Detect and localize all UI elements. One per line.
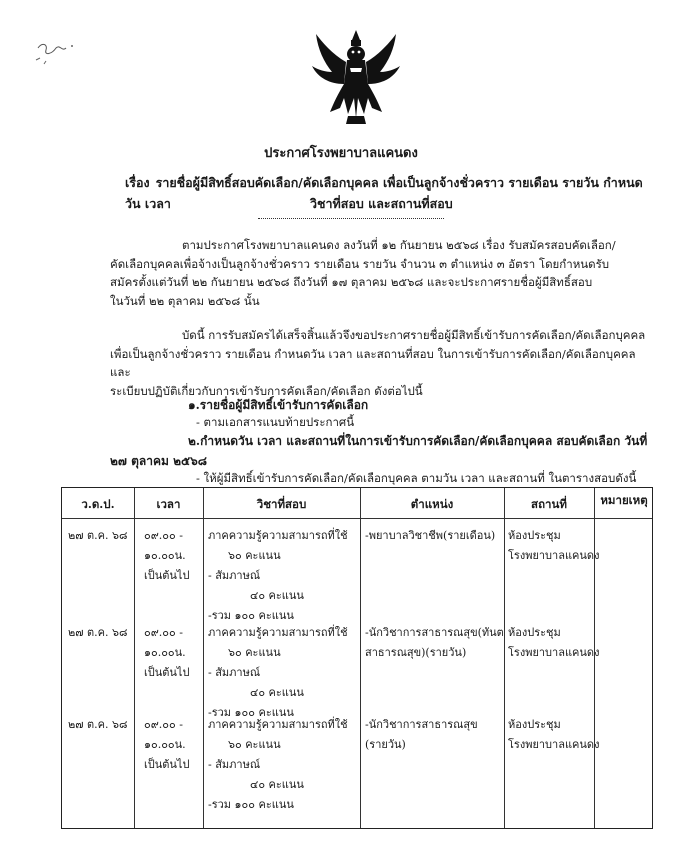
row-subject-line: -รวม ๑๐๐ คะแนน (208, 706, 294, 719)
row-date: ๒๗ ต.ค. ๖๘ (68, 529, 128, 542)
row-subject-line: -รวม ๑๐๐ คะแนน (208, 609, 294, 622)
paragraph-line: เพื่อเป็นลูกจ้างชั่วคราว รายเดือน กำหนดวัน เวลา และสถานที่สอบ ในการเข้ารับการคัดเลือก/คัดเลือกบุคคล และ (110, 346, 636, 379)
header-note: หมายเหตุ (600, 493, 648, 507)
row-position-line: สาธารณสุข)(รายวัน) (365, 646, 467, 659)
row-time-line: ๐๙.๐๐ - (144, 626, 183, 639)
paragraph-line: คัดเลือกบุคคลเพื่อจ้างเป็นลูกจ้างชั่วคราว รายเดือน รายวัน จำนวน ๓ ตำแหน่ง ๓ อัตรา โดยกำหนดรับ (110, 256, 610, 271)
section-1-heading: ๑.รายชื่อผู้มีสิทธิ์เข้ารับการคัดเลือก (188, 398, 369, 412)
header-place: สถานที่ (531, 497, 567, 511)
header-position: ตำแหน่ง (410, 497, 454, 511)
row-subject-line: ภาคความรู้ความสามารถที่ใช้ (208, 529, 348, 542)
header-divider (62, 518, 652, 519)
row-time-line: เป็นต้นไป (144, 666, 190, 679)
row-subject-line: ๖๐ คะแนน (228, 646, 281, 659)
garuda-emblem-icon (308, 28, 404, 128)
row-position-line: (รายวัน) (365, 738, 406, 751)
subject-line-2: วิชาที่สอบ และสถานที่สอบ (310, 196, 453, 211)
row-subject-line: ๖๐ คะแนน (228, 738, 281, 751)
row-time-line: ๑๐.๐๐น. (144, 646, 186, 659)
row-subject-line: - สัมภาษณ์ (208, 569, 261, 582)
paragraph-background (110, 236, 655, 310)
header-date: ว.ด.ป. (81, 497, 115, 511)
row-time-line: ๐๙.๐๐ - (144, 718, 183, 731)
row-place-line: โรงพยาบาลแคนดง (508, 646, 600, 659)
row-place-line: ห้องประชุม (508, 626, 561, 639)
announcement-title: ประกาศโรงพยาบาลแคนดง (264, 146, 418, 161)
row-time-line: ๑๐.๐๐น. (144, 549, 186, 562)
row-place-line: ห้องประชุม (508, 529, 561, 542)
row-date: ๒๗ ต.ค. ๖๘ (68, 626, 128, 639)
paragraph-line: ในวันที่ ๒๒ ตุลาคม ๒๕๖๘ นั้น (110, 293, 260, 308)
header-time: เวลา (156, 497, 181, 511)
section-1-detail: - ตามเอกสารแนบท้ายประกาศนี้ (196, 415, 355, 429)
subject-block (125, 172, 645, 214)
section-2-heading: ๒.กำหนดวัน เวลา และสถานที่ในการเข้ารับการคัดเลือก/คัดเลือกบุคคล สอบคัดเลือก วันที่ (188, 434, 648, 448)
header-subject: วิชาที่สอบ (256, 497, 307, 511)
subject-line-1: รายชื่อผู้มีสิทธิ์สอบคัดเลือก/คัดเลือกบุคคล เพื่อเป็นลูกจ้างชั่วคราว รายเดือน รายวัน กำหนดวัน เวลา (125, 175, 643, 211)
paragraph-announcement (110, 326, 655, 400)
paragraph-line: บัดนี้ การรับสมัครได้เสร็จสิ้นแล้วจึงขอประกาศรายชื่อผู้มีสิทธิ์เข้ารับการคัดเลือก/คัดเลือกบุคคล (182, 328, 646, 342)
section-2-detail: - ให้ผู้มีสิทธิ์เข้ารับการคัดเลือก/คัดเลือกบุคคล ตามวัน เวลา และสถานที่ ในตารางสอบดังนี้ (196, 471, 637, 485)
handwritten-mark (32, 34, 80, 72)
dotted-separator (258, 218, 444, 219)
row-time-line: ๑๐.๐๐น. (144, 738, 186, 751)
row-date: ๒๗ ต.ค. ๖๘ (68, 718, 128, 731)
column-divider (360, 488, 361, 828)
section-2-heading-date: ๒๗ ตุลาคม ๒๕๖๘ (110, 454, 207, 468)
exam-schedule-table (61, 487, 653, 829)
subject-label: เรื่อง (125, 175, 150, 190)
row-time-line: ๐๙.๐๐ - (144, 529, 183, 542)
paragraph-line: ตามประกาศโรงพยาบาลแคนดง ลงวันที่ ๑๒ กันยายน ๒๕๖๘ เรื่อง รับสมัครสอบคัดเลือก/ (182, 238, 616, 252)
row-subject-line: ๔๐ คะแนน (250, 589, 304, 602)
row-place-line: ห้องประชุม (508, 718, 561, 731)
row-subject-line: ๔๐ คะแนน (250, 686, 304, 699)
paragraph-line: สมัครตั้งแต่วันที่ ๒๒ กันยายน ๒๕๖๘ ถึงวันที่ ๑๗ ตุลาคม ๒๕๖๘ และจะประกาศรายชื่อผู้มีสิทธิ์สอบ (110, 275, 593, 289)
row-position-line: -นักวิชาการสาธารณสุข(ทันต (365, 626, 504, 639)
row-place-line: โรงพยาบาลแคนดง (508, 738, 600, 751)
row-position-line: -พยาบาลวิชาชีพ(รายเดือน) (365, 529, 496, 542)
column-divider (504, 488, 505, 828)
row-subject-line: ภาคความรู้ความสามารถที่ใช้ (208, 718, 348, 731)
row-subject-line: - สัมภาษณ์ (208, 666, 261, 679)
row-subject-line: ๖๐ คะแนน (228, 549, 281, 562)
row-time-line: เป็นต้นไป (144, 758, 190, 771)
column-divider (203, 488, 204, 828)
row-subject-line: -รวม ๑๐๐ คะแนน (208, 798, 294, 811)
row-time-line: เป็นต้นไป (144, 569, 190, 582)
paragraph-line: ระเบียบปฏิบัติเกี่ยวกับการเข้ารับการคัดเลือก/คัดเลือก ดังต่อไปนี้ (110, 383, 423, 398)
row-subject-line: - สัมภาษณ์ (208, 758, 261, 771)
row-subject-line: ภาคความรู้ความสามารถที่ใช้ (208, 626, 348, 639)
row-subject-line: ๔๐ คะแนน (250, 778, 304, 791)
row-place-line: โรงพยาบาลแคนดง (508, 549, 600, 562)
row-position-line: -นักวิชาการสาธารณสุข (365, 718, 478, 731)
column-divider (134, 488, 135, 828)
